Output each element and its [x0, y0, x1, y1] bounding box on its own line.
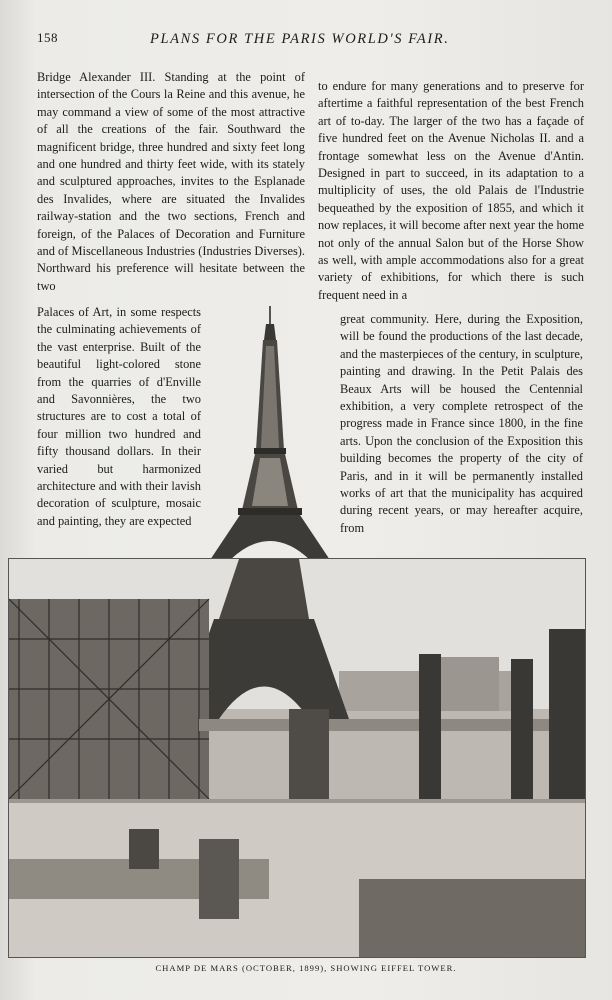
page-number: 158	[37, 30, 58, 45]
champ-de-mars-photograph	[8, 558, 586, 958]
paragraph: to endure for many generations and to preserve for aftertime a faithful representation of the best French art of to-day. The larger of the two has a façade of five hundred feet on the Avenue Nicholas II. and a frontage somewhat less on the Avenue d'Antin. Designed in part to succeed, in its adaptation to a multiplicity of uses, the old Palais de l'Industrie bequeathed by the exposition of 1855, and which it now replaces, it will become after next year the home not only of the annual Salon but of the Horse Show as well, with ample accommodations also for a great variety of exhibitions, for which there is such frequent need in a	[318, 79, 584, 302]
right-column-lower	[340, 311, 583, 537]
eiffel-tower-illustration	[200, 300, 330, 560]
paragraph: great community. Here, during the Exposition, will be found the productions of the last decade, and the masterpieces of the century, in sculpture, painting and drawing. In the Petit Palais des Beaux Arts will be housed the Centennial exhibition, a very complete retrospect of the progress made in France since 1800, in the fine arts. Upon the conclusion of the Exposition this building becomes the property of the city of Paris, and in it will be permanently installed works of art that the municipality has acquired during recent years, or may hereafter acquire, from	[340, 312, 583, 535]
right-column-upper	[318, 78, 584, 304]
paragraph: Bridge Alexander III. Standing at the point of intersection of the Cours la Reine and this avenue, he may command a view of some of the most attractive of all the creations of the fair. Southward the magnificent bridge, three hundred and sixty feet long and one hundred and thirty feet wide, with its stately and sculptured approaches, invites to the Esplanade des Invalides, where are situated the Invalides railway-station and the two sections, French and foreign, of the Palaces of Decoration and Furniture and of Miscellaneous Industries (Industries Diverses). Northward his preference will hesitate between the two	[37, 70, 305, 293]
left-column-upper	[37, 69, 305, 295]
running-head: PLANS FOR THE PARIS WORLD'S FAIR.	[150, 31, 450, 47]
paragraph: Palaces of Art, in some respects the culminating achievements of the vast enterprise. Built of the beautiful light-colored stone from the quarries of d'Enville and Savonnières, the two structures are to cost a total of four million two hundred and fifty thousand dollars. In their varied but harmonized architecture and with their lavish decoration of sculpture, mosaic and painting, they are expected	[37, 305, 201, 528]
figure-caption: CHAMP DE MARS (OCTOBER, 1899), SHOWING EIFFEL TOWER.	[155, 963, 457, 973]
left-column-lower	[37, 304, 201, 530]
